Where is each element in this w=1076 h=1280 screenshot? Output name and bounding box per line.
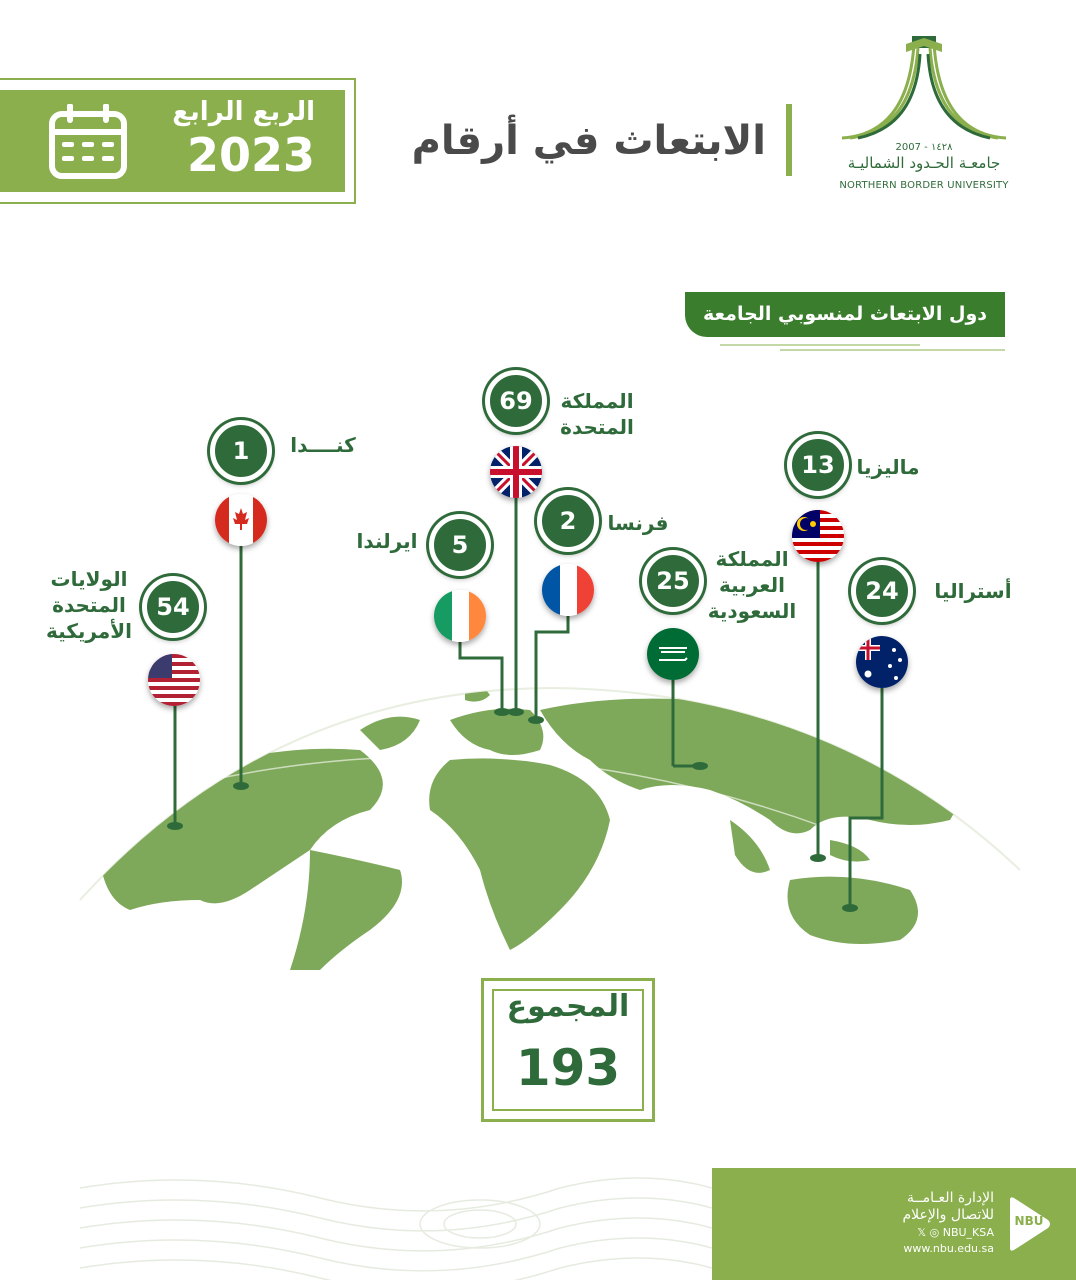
pin-uk-count: 69 [485,370,547,432]
total-label: المجموع [506,989,630,1024]
logo-arabic-name: جامعـة الحـدود الشماليـة [847,154,1001,172]
flag-australia-icon [856,636,908,688]
logo-years: 2007 - ١٤٢٨ [895,142,953,153]
footer-dept-line1: الإدارة العـامــة [906,1190,994,1206]
country-malaysia: ماليزيا [856,455,920,479]
country-saudi: المملكة العربية السعودية [707,547,797,623]
logo-english-name: NORTHERN BORDER UNIVERSITY [839,180,1009,191]
quarter-label: الربع الرابع [172,97,315,127]
flag-ireland-icon [434,590,486,642]
flag-uk-icon [490,446,542,498]
flag-saudi-icon [647,628,699,680]
flag-malaysia-icon [792,510,844,562]
nbu-logo-icon [1006,1196,1052,1252]
country-uk: المملكة المتحدة [560,389,634,439]
footer-website-link[interactable]: www.nbu.edu.sa [903,1242,994,1255]
year-label: 2023 [186,128,315,182]
page-title: الابتعاث في أرقام [411,118,766,164]
country-canada: كنــــدا [290,433,356,457]
pin-saudi-count: 25 [642,550,704,612]
country-usa: الولايات المتحدة الأمريكية [45,567,132,643]
pin-australia-count: 24 [851,560,913,622]
country-ireland: ايرلندا [356,529,418,553]
pin-canada-count: 1 [210,420,272,482]
footer-panel [712,1168,1076,1280]
section-subtitle: دول الابتعاث لمنسوبي الجامعة [685,292,1005,337]
footer-dept-line2: للاتصال والإعلام [902,1207,994,1223]
flag-usa-icon [148,654,200,706]
footer-department [902,1190,994,1224]
flag-france-icon [542,564,594,616]
nbu-badge-text: NBU [1014,1214,1044,1228]
country-france: فرنسا [607,511,669,535]
pin-ireland-count: 5 [429,514,491,576]
total-value: 193 [515,1039,621,1097]
pin-usa-count: 54 [142,576,204,638]
pin-france-count: 2 [537,490,599,552]
pin-malaysia-count: 13 [787,434,849,496]
country-australia: أستراليا [934,579,1012,603]
footer-social-handle[interactable]: 𝕏 ◎ NBU_KSA [917,1226,994,1239]
total-box [481,978,655,1122]
flag-canada-icon [215,494,267,546]
footer-pattern [80,1168,712,1280]
